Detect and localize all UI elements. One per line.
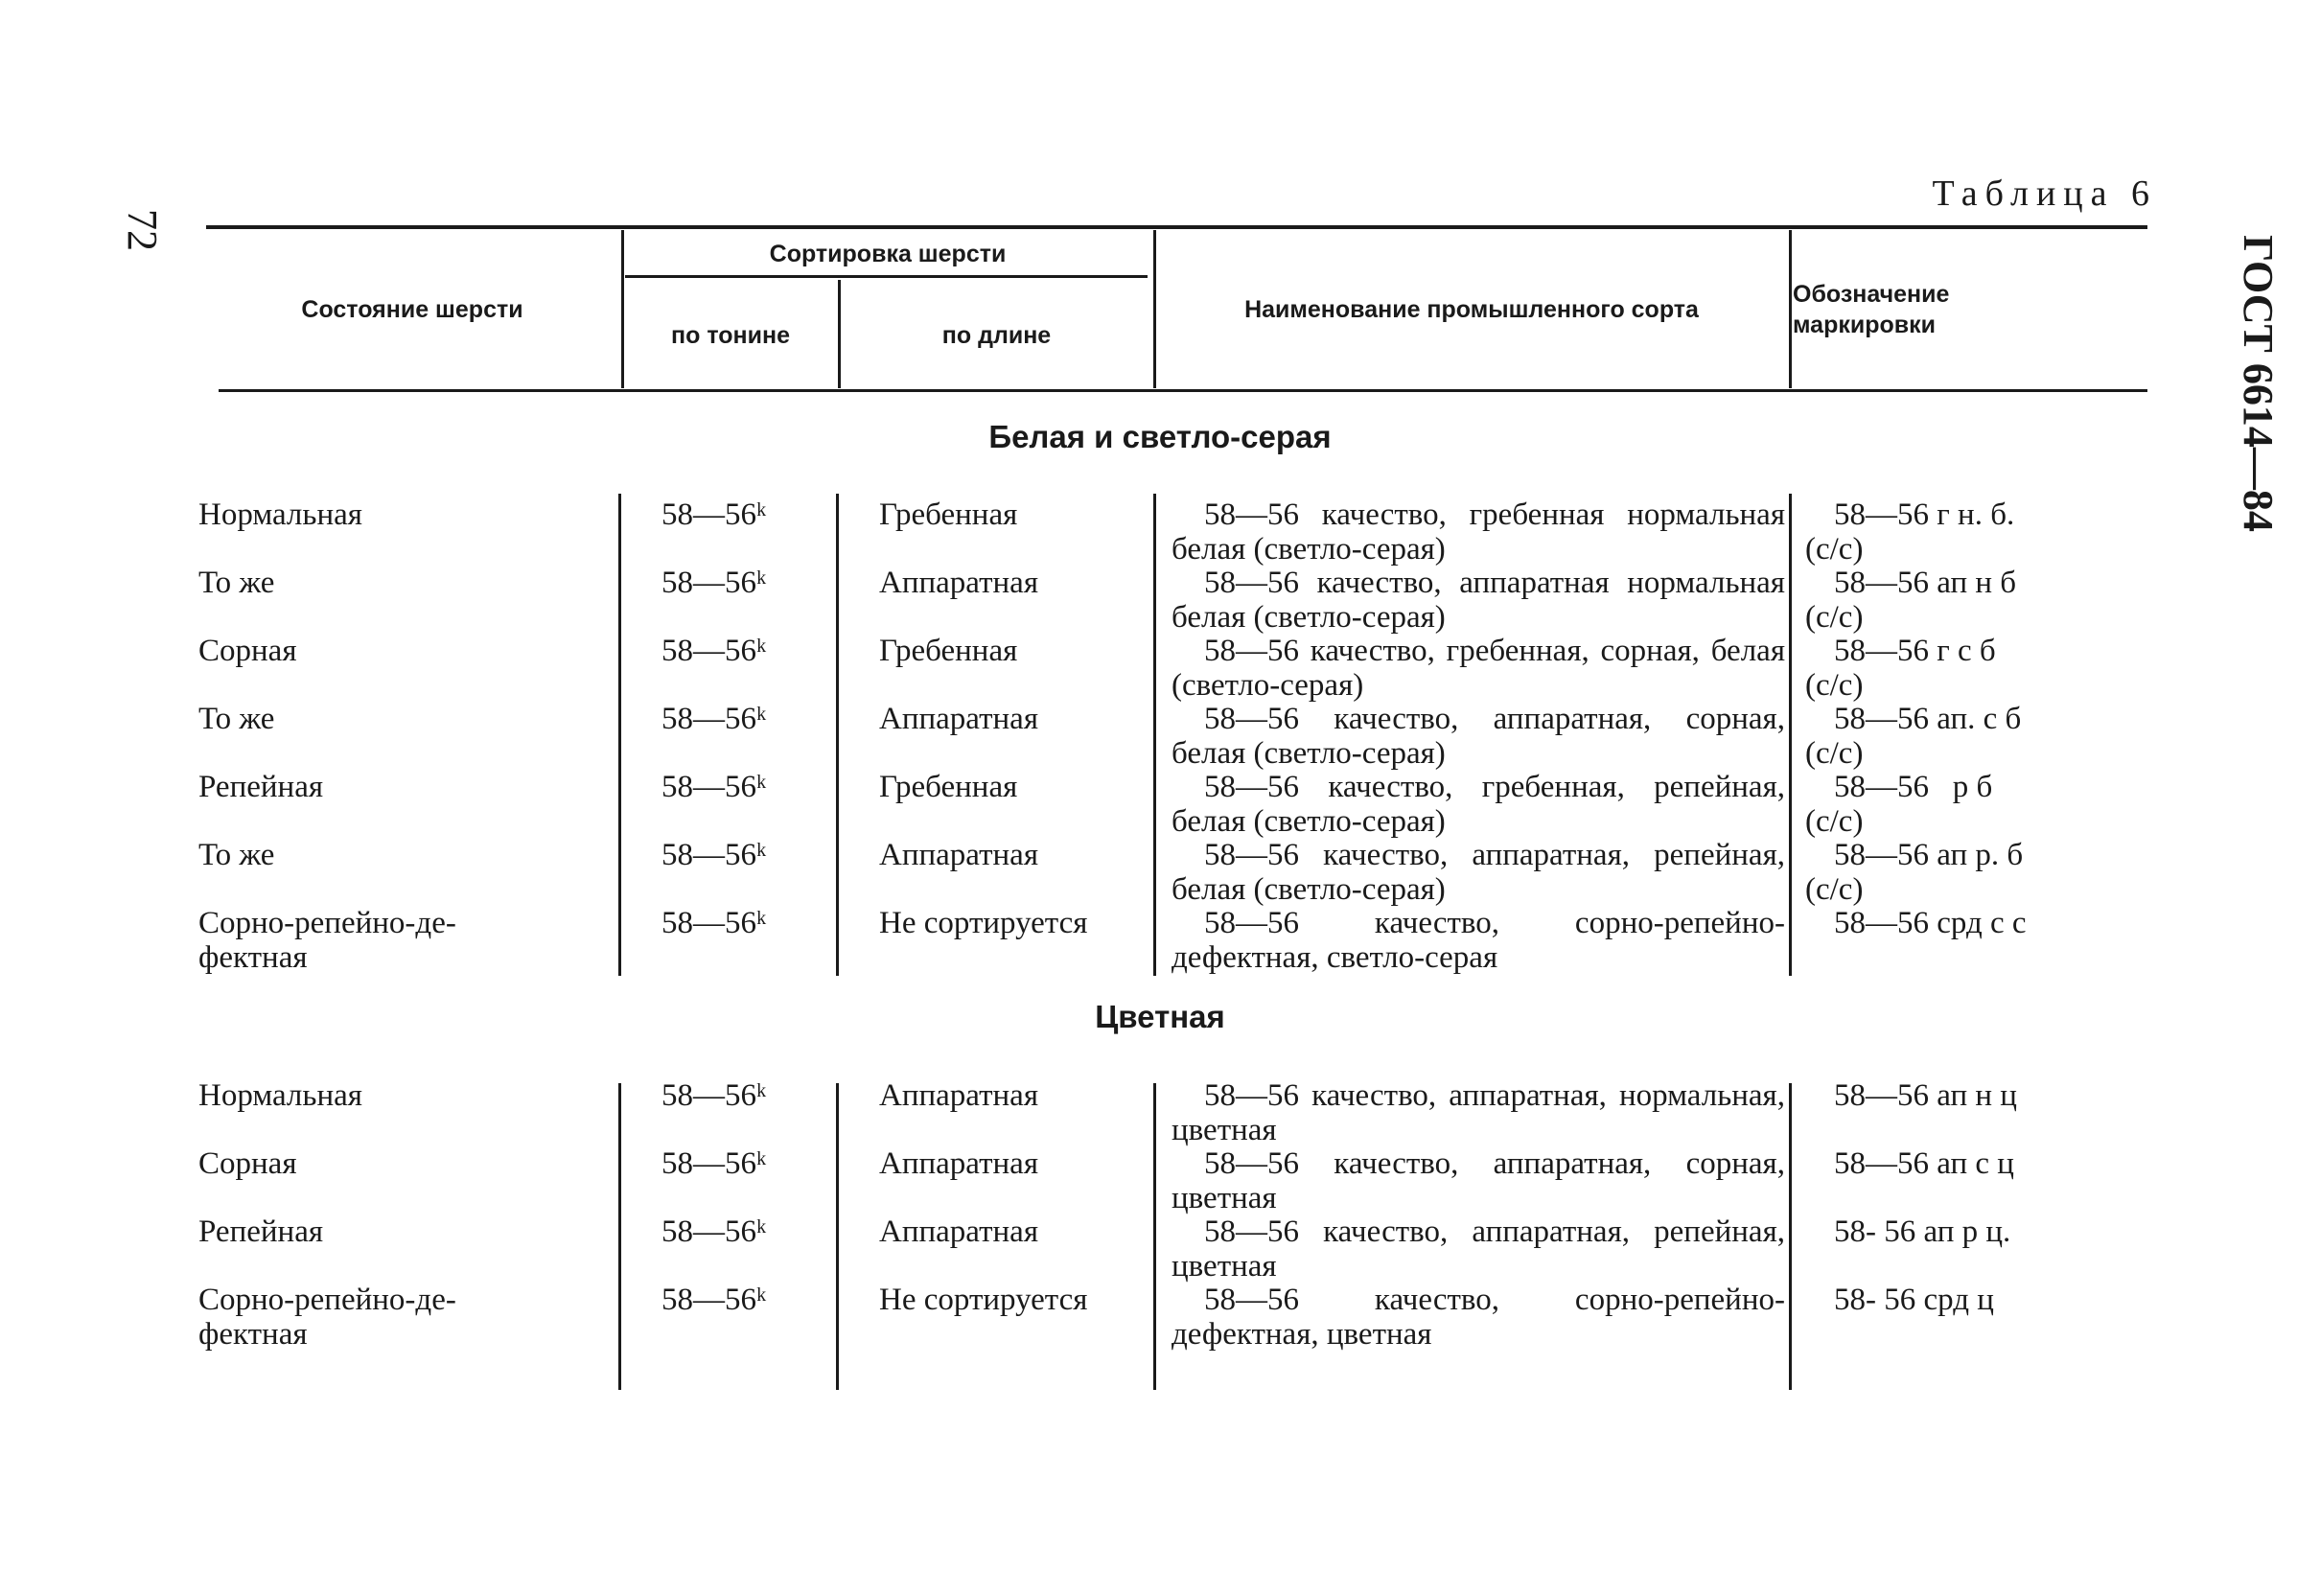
length-cell: Не сортируется: [879, 906, 1088, 940]
fineness-cell: 58—56ᵏ: [661, 838, 767, 872]
marking-cell: [1805, 497, 2122, 567]
marking-cell: [1805, 702, 2122, 771]
marking-line: (с/с): [1805, 736, 1864, 771]
length-cell: Аппаратная: [879, 702, 1038, 736]
grade-name-cell: 58—56 качество, аппаратная, нормальная, цветная: [1172, 1078, 1785, 1147]
marking-line: 58—56 ап. с б: [1834, 702, 2022, 736]
table-row: [0, 702, 2320, 771]
fineness-cell: 58—56ᵏ: [661, 770, 767, 804]
header-divider-2: [838, 280, 841, 388]
marking-line: 58—56 г н. б.: [1834, 497, 2015, 532]
marking-line: 58—56 ап р. б: [1834, 838, 2024, 872]
length-cell: Гребенная: [879, 634, 1018, 668]
sorting-subheader-rule: [625, 275, 1148, 278]
marking-cell: [1805, 1146, 2122, 1181]
fineness-cell: 58—56ᵏ: [661, 1146, 767, 1181]
fineness-cell: 58—56ᵏ: [661, 634, 767, 668]
length-cell: Аппаратная: [879, 1078, 1038, 1113]
wool-state-cell: Сорная: [198, 634, 297, 668]
table-row: [0, 906, 2320, 975]
header-marking: [1793, 230, 2066, 388]
marking-line: 58—56 ап н ц: [1834, 1078, 2017, 1113]
marking-line: (с/с): [1805, 600, 1864, 635]
table-row: [0, 634, 2320, 703]
wool-state-line: Сорно-репейно-де-: [198, 906, 456, 940]
wool-state-cell: То же: [198, 566, 275, 600]
grade-name-cell: 58—56 качество, аппаратная, репейная, белая (светло-серая): [1172, 838, 1785, 907]
marking-line: (с/с): [1805, 804, 1864, 839]
wool-state-line: фектная: [198, 1317, 308, 1352]
page-number: 72: [119, 209, 166, 251]
table-row: [0, 1078, 2320, 1147]
wool-state-cell: То же: [198, 838, 275, 872]
length-cell: Не сортируется: [879, 1283, 1088, 1317]
grade-name-cell: 58—56 качество, аппаратная, репейная, цветная: [1172, 1214, 1785, 1284]
grade-name-cell: 58—56 качество, гребенная, сорная, белая (светло-серая): [1172, 634, 1785, 703]
table-row: [0, 566, 2320, 635]
length-cell: Аппаратная: [879, 566, 1038, 600]
marking-cell: [1805, 1214, 2122, 1249]
wool-state-cell: Нормальная: [198, 497, 362, 532]
wool-state-cell: [198, 1283, 611, 1352]
fineness-cell: 58—56ᵏ: [661, 906, 767, 940]
document-code: ГОСТ 6614—84: [2235, 235, 2282, 532]
header-wool-state: Состояние шерсти: [301, 295, 523, 323]
table-row: [0, 497, 2320, 567]
wool-state-cell: Сорная: [198, 1146, 297, 1181]
marking-line: (с/с): [1805, 532, 1864, 567]
wool-state-line: фектная: [198, 940, 308, 975]
marking-line: (с/с): [1805, 668, 1864, 703]
marking-cell: [1805, 566, 2122, 635]
fineness-cell: 58—56ᵏ: [661, 1283, 767, 1317]
marking-line: (с/с): [1805, 872, 1864, 907]
marking-line: 58- 56 срд ц: [1834, 1283, 1994, 1317]
grade-name-cell: 58—56 качество, сорно-репейно-дефектная, цветная: [1172, 1283, 1785, 1352]
wool-state-cell: Репейная: [198, 1214, 324, 1249]
header-marking-line1: Обозначение: [1793, 280, 1950, 308]
header-grade-name: Наименование промышленного сорта: [1244, 295, 1699, 323]
wool-state-cell: Репейная: [198, 770, 324, 804]
length-cell: Гребенная: [879, 497, 1018, 532]
length-cell: Аппаратная: [879, 1146, 1038, 1181]
marking-cell: [1805, 770, 2122, 839]
marking-line: 58—56 ап н б: [1834, 566, 2017, 600]
marking-line: 58—56 срд с с: [1834, 906, 2027, 940]
table-row: [0, 1283, 2320, 1352]
fineness-cell: 58—56ᵏ: [661, 702, 767, 736]
section-title-colored: Цветная: [1095, 999, 1225, 1034]
marking-line: 58—56 ап с ц: [1834, 1146, 2014, 1181]
table-row: [0, 1214, 2320, 1284]
fineness-cell: 58—56ᵏ: [661, 1078, 767, 1113]
grade-name-cell: 58—56 качество, аппаратная, сорная, цветная: [1172, 1146, 1785, 1215]
length-cell: Аппаратная: [879, 1214, 1038, 1249]
header-divider-4: [1789, 230, 1792, 388]
marking-cell: [1805, 1283, 2122, 1317]
fineness-cell: 58—56ᵏ: [661, 497, 767, 532]
wool-state-cell: То же: [198, 702, 275, 736]
grade-name-cell: 58—56 качество, аппаратная нормальная белая (светло-серая): [1172, 566, 1785, 635]
table-row: [0, 1146, 2320, 1215]
grade-name-cell: 58—56 качество, аппаратная, сорная, белая (светло-серая): [1172, 702, 1785, 771]
marking-cell: [1805, 906, 2122, 940]
marking-cell: [1805, 838, 2122, 907]
wool-state-line: Сорно-репейно-де-: [198, 1283, 456, 1317]
marking-line: 58—56 г с б: [1834, 634, 1996, 668]
marking-line: 58- 56 ап р ц.: [1834, 1214, 2011, 1249]
header-bottom-rule: [219, 389, 2147, 392]
fineness-cell: 58—56ᵏ: [661, 1214, 767, 1249]
table-row: [0, 838, 2320, 907]
header-marking-line2: маркировки: [1793, 311, 1937, 338]
table-title: Таблица 6: [1932, 173, 2157, 214]
header-by-fineness: по тонине: [671, 322, 790, 349]
header-sorting: Сортировка шерсти: [769, 241, 1007, 267]
header-divider-1: [621, 230, 624, 388]
header-by-length: по длине: [941, 322, 1052, 349]
grade-name-cell: 58—56 качество, сорно-репейно-дефектная, светло-серая: [1172, 906, 1785, 975]
marking-cell: [1805, 1078, 2122, 1113]
header-top-rule: [206, 225, 2147, 229]
marking-cell: [1805, 634, 2122, 703]
wool-state-cell: Нормальная: [198, 1078, 362, 1113]
section-title-white: Белая и светло-серая: [988, 419, 1332, 454]
grade-name-cell: 58—56 качество, гребенная, репейная, белая (светло-серая): [1172, 770, 1785, 839]
length-cell: Гребенная: [879, 770, 1018, 804]
grade-name-cell: 58—56 качество, гребенная нормальная белая (светло-серая): [1172, 497, 1785, 567]
marking-line: 58—56 р б: [1834, 770, 1993, 804]
length-cell: Аппаратная: [879, 838, 1038, 872]
wool-state-cell: [198, 906, 611, 975]
fineness-cell: 58—56ᵏ: [661, 566, 767, 600]
table-row: [0, 770, 2320, 839]
